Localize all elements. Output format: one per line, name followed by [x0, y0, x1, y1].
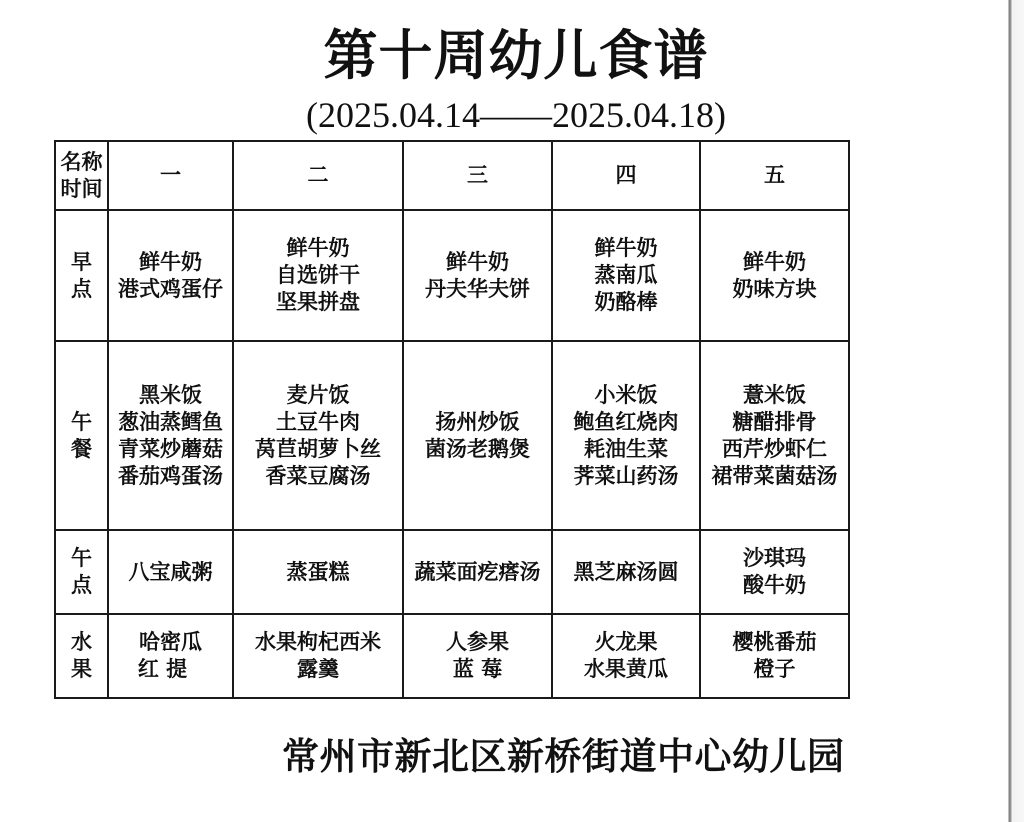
menu-item: 土豆牛肉 [276, 409, 360, 434]
snack-row [55, 530, 849, 614]
menu-item: 港式鸡蛋仔 [118, 276, 223, 301]
row-label-line: 餐 [71, 436, 92, 461]
menu-item: 橙子 [753, 657, 796, 681]
menu-item: 沙琪玛 [743, 546, 806, 570]
menu-cell-fruit-mon [108, 614, 233, 698]
menu-item: 水果黄瓜 [584, 657, 668, 681]
menu-item: 鲜牛奶 [139, 249, 202, 274]
row-label-breakfast [55, 210, 108, 341]
menu-cell-lunch-fri [700, 341, 849, 530]
row-label-lunch [55, 341, 108, 530]
menu-item: 番茄鸡蛋汤 [118, 463, 223, 488]
menu-cell-lunch-thu [552, 341, 700, 530]
breakfast-row [55, 210, 849, 341]
menu-cell-breakfast-wed [403, 210, 552, 341]
date-range: (2025.04.14——2025.04.18) [306, 95, 726, 135]
menu-item: 荠菜山药汤 [573, 463, 679, 488]
menu-item: 小米饭 [594, 382, 658, 407]
menu-item: 香菜豆腐汤 [265, 463, 371, 488]
menu-item: 裙带菜菌菇汤 [711, 463, 838, 488]
row-label-snack [55, 530, 108, 614]
menu-item: 酸牛奶 [743, 573, 806, 597]
menu-item: 蓝 莓 [452, 657, 503, 681]
day-header-thu: 四 [552, 141, 700, 210]
day-header-mon: 一 [108, 141, 233, 210]
menu-item: 水果枸杞西米 [255, 630, 381, 654]
menu-item: 自选饼干 [276, 263, 360, 287]
menu-cell-breakfast-thu [552, 210, 700, 341]
menu-item: 糖醋排骨 [732, 409, 817, 434]
menu-item: 红 提 [137, 657, 188, 681]
corner-header [55, 141, 108, 210]
row-label-line: 点 [71, 573, 92, 597]
menu-item: 蔬菜面疙瘩汤 [414, 559, 541, 584]
menu-item: 奶酪棒 [594, 290, 658, 314]
menu-item: 露羹 [297, 657, 339, 681]
menu-item: 鲜牛奶 [743, 249, 806, 274]
menu-cell-breakfast-fri [700, 210, 849, 341]
menu-cell-snack-fri [700, 530, 849, 614]
menu-item: 丹夫华夫饼 [425, 276, 530, 301]
day-header-wed: 三 [403, 141, 552, 210]
menu-item: 鲜牛奶 [286, 236, 350, 260]
menu-item: 菌汤老鹅煲 [425, 436, 530, 461]
menu-item: 莴苣胡萝卜丝 [255, 436, 381, 461]
menu-cell-fruit-thu [552, 614, 700, 698]
menu-item: 西芹炒虾仁 [722, 436, 827, 461]
corner-header-line: 名称 [60, 149, 103, 174]
menu-item: 人参果 [446, 630, 509, 654]
menu-item: 耗油生菜 [584, 436, 668, 461]
menu-item: 八宝咸粥 [128, 559, 213, 584]
menu-item: 葱油蒸鳕鱼 [118, 409, 223, 434]
menu-cell-snack-wed [403, 530, 552, 614]
menu-cell-lunch-mon [108, 341, 233, 530]
menu-item: 鲍鱼红烧肉 [573, 409, 679, 434]
row-label-line: 早 [71, 249, 92, 274]
kindergarten-name: 常州市新北区新桥街道中心幼儿园 [282, 735, 845, 778]
row-label-fruit [55, 614, 108, 698]
menu-cell-snack-thu [552, 530, 700, 614]
day-header-tue: 二 [233, 141, 403, 210]
menu-item: 青菜炒蘑菇 [118, 436, 223, 461]
header-row [55, 141, 849, 210]
lunch-row [55, 341, 849, 530]
menu-item: 蒸蛋糕 [286, 559, 350, 584]
menu-item: 鲜牛奶 [594, 236, 658, 260]
fruit-row [55, 614, 849, 698]
page-title: 第十周幼儿食谱 [323, 24, 709, 87]
menu-item: 火龙果 [594, 630, 658, 654]
menu-item: 薏米饭 [743, 382, 806, 407]
menu-item: 扬州炒饭 [435, 409, 520, 434]
row-label-line: 午 [71, 546, 92, 570]
row-label-line: 点 [71, 276, 92, 301]
menu-cell-fruit-tue [233, 614, 403, 698]
row-label-line: 午 [71, 409, 92, 434]
menu-item: 哈密瓜 [139, 630, 202, 654]
menu-cell-snack-tue [233, 530, 403, 614]
menu-cell-snack-mon [108, 530, 233, 614]
menu-item: 黑芝麻汤圆 [573, 559, 679, 584]
row-label-line: 水 [71, 630, 92, 654]
menu-item: 蒸南瓜 [594, 263, 658, 287]
menu-table [54, 140, 850, 699]
menu-item: 麦片饭 [286, 382, 350, 407]
menu-item: 坚果拼盘 [276, 290, 360, 314]
menu-item: 鲜牛奶 [446, 249, 509, 274]
menu-item: 樱桃番茄 [732, 630, 817, 654]
row-label-line: 果 [71, 657, 92, 681]
menu-item: 奶味方块 [732, 276, 817, 301]
day-header-fri: 五 [700, 141, 849, 210]
corner-header-line: 时间 [60, 176, 103, 201]
menu-cell-breakfast-tue [233, 210, 403, 341]
menu-cell-breakfast-mon [108, 210, 233, 341]
menu-item: 黑米饭 [139, 382, 202, 407]
menu-cell-lunch-wed [403, 341, 552, 530]
menu-cell-fruit-fri [700, 614, 849, 698]
menu-cell-lunch-tue [233, 341, 403, 530]
menu-cell-fruit-wed [403, 614, 552, 698]
